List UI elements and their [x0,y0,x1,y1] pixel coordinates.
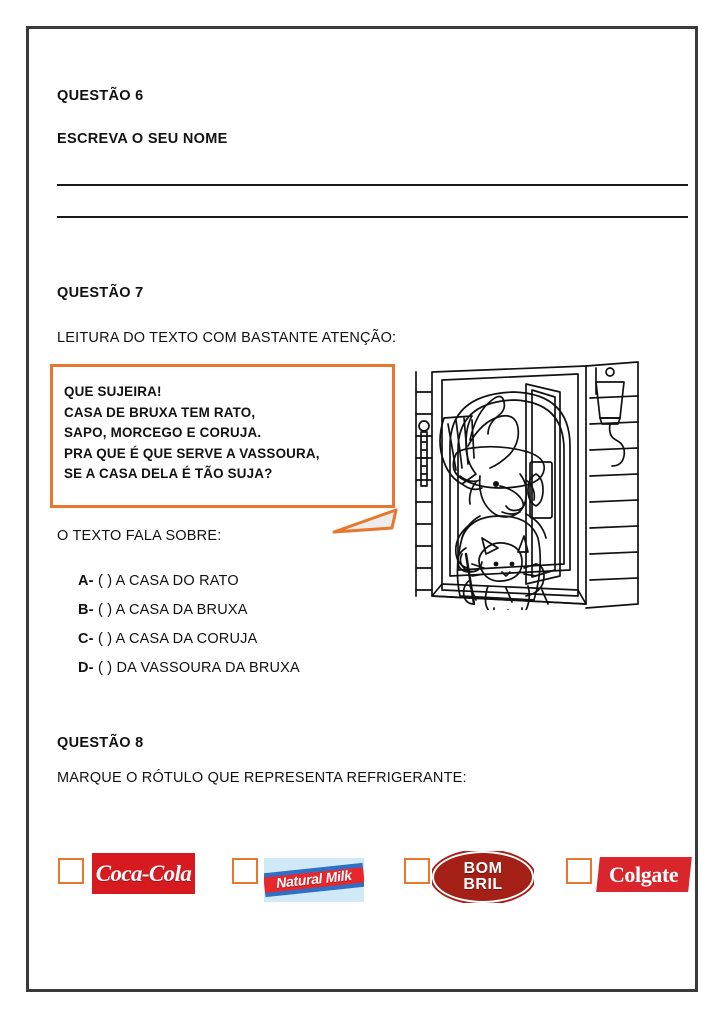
question-7-title: QUESTÃO 7 [57,285,144,301]
option-c-letter: C- [78,631,94,647]
question-7-prompt: O TEXTO FALA SOBRE: [57,528,222,544]
checkbox-coca-cola[interactable] [58,858,84,884]
checkbox-bom-bril[interactable] [404,858,430,884]
option-d-checkbox[interactable]: ( ) [97,660,113,676]
logo-bom-bril-line2: BRIL [463,876,503,893]
checkbox-natural-milk[interactable] [232,858,258,884]
option-b-text: A CASA DA BRUXA [115,602,248,618]
bubble-line-3: SAPO, MORCEGO E CORUJA. [64,425,262,440]
option-d-letter: D- [78,660,94,676]
option-c-text: A CASA DA CORUJA [115,631,258,647]
logo-coca-cola-text: Coca-Cola [95,860,192,886]
bubble-line-5: SE A CASA DELA É TÃO SUJA? [64,466,273,481]
logo-natural-milk-text: Natural Milk [275,867,353,891]
option-a-letter: A- [78,573,94,589]
logo-coca-cola[interactable] [92,853,195,894]
bubble-line-1: QUE SUJEIRA! [64,384,162,399]
logo-bom-bril[interactable] [432,851,534,903]
logo-natural-milk[interactable] [264,858,364,902]
option-a-text: A CASA DO RATO [115,573,239,589]
bubble-line-2: CASA DE BRUXA TEM RATO, [64,404,256,420]
option-c-checkbox[interactable]: ( ) [97,631,113,647]
question-8-title: QUESTÃO 8 [57,735,144,751]
logo-colgate[interactable] [596,857,692,892]
checkbox-colgate[interactable] [566,858,592,884]
option-b-letter: B- [78,602,94,618]
option-a-checkbox[interactable]: ( ) [97,573,113,589]
logo-natural-milk-band [264,863,364,897]
question-8-instruction: MARQUE O RÓTULO QUE REPRESENTA REFRIGERANTE: [57,770,467,786]
question-6-instruction: ESCREVA O SEU NOME [57,131,228,147]
option-d-text: DA VASSOURA DA BRUXA [116,660,300,676]
logo-colgate-text: Colgate [609,861,679,887]
question-7-instruction: LEITURA DO TEXTO COM BASTANTE ATENÇÃO: [57,330,397,346]
option-b-checkbox[interactable]: ( ) [97,602,113,618]
question-6-title: QUESTÃO 6 [57,88,144,104]
logo-bom-bril-line1: BOM [463,860,503,877]
bubble-line-4: PRA QUE É QUE SERVE A VASSOURA, [64,445,320,461]
logo-bom-bril-oval [432,851,534,903]
